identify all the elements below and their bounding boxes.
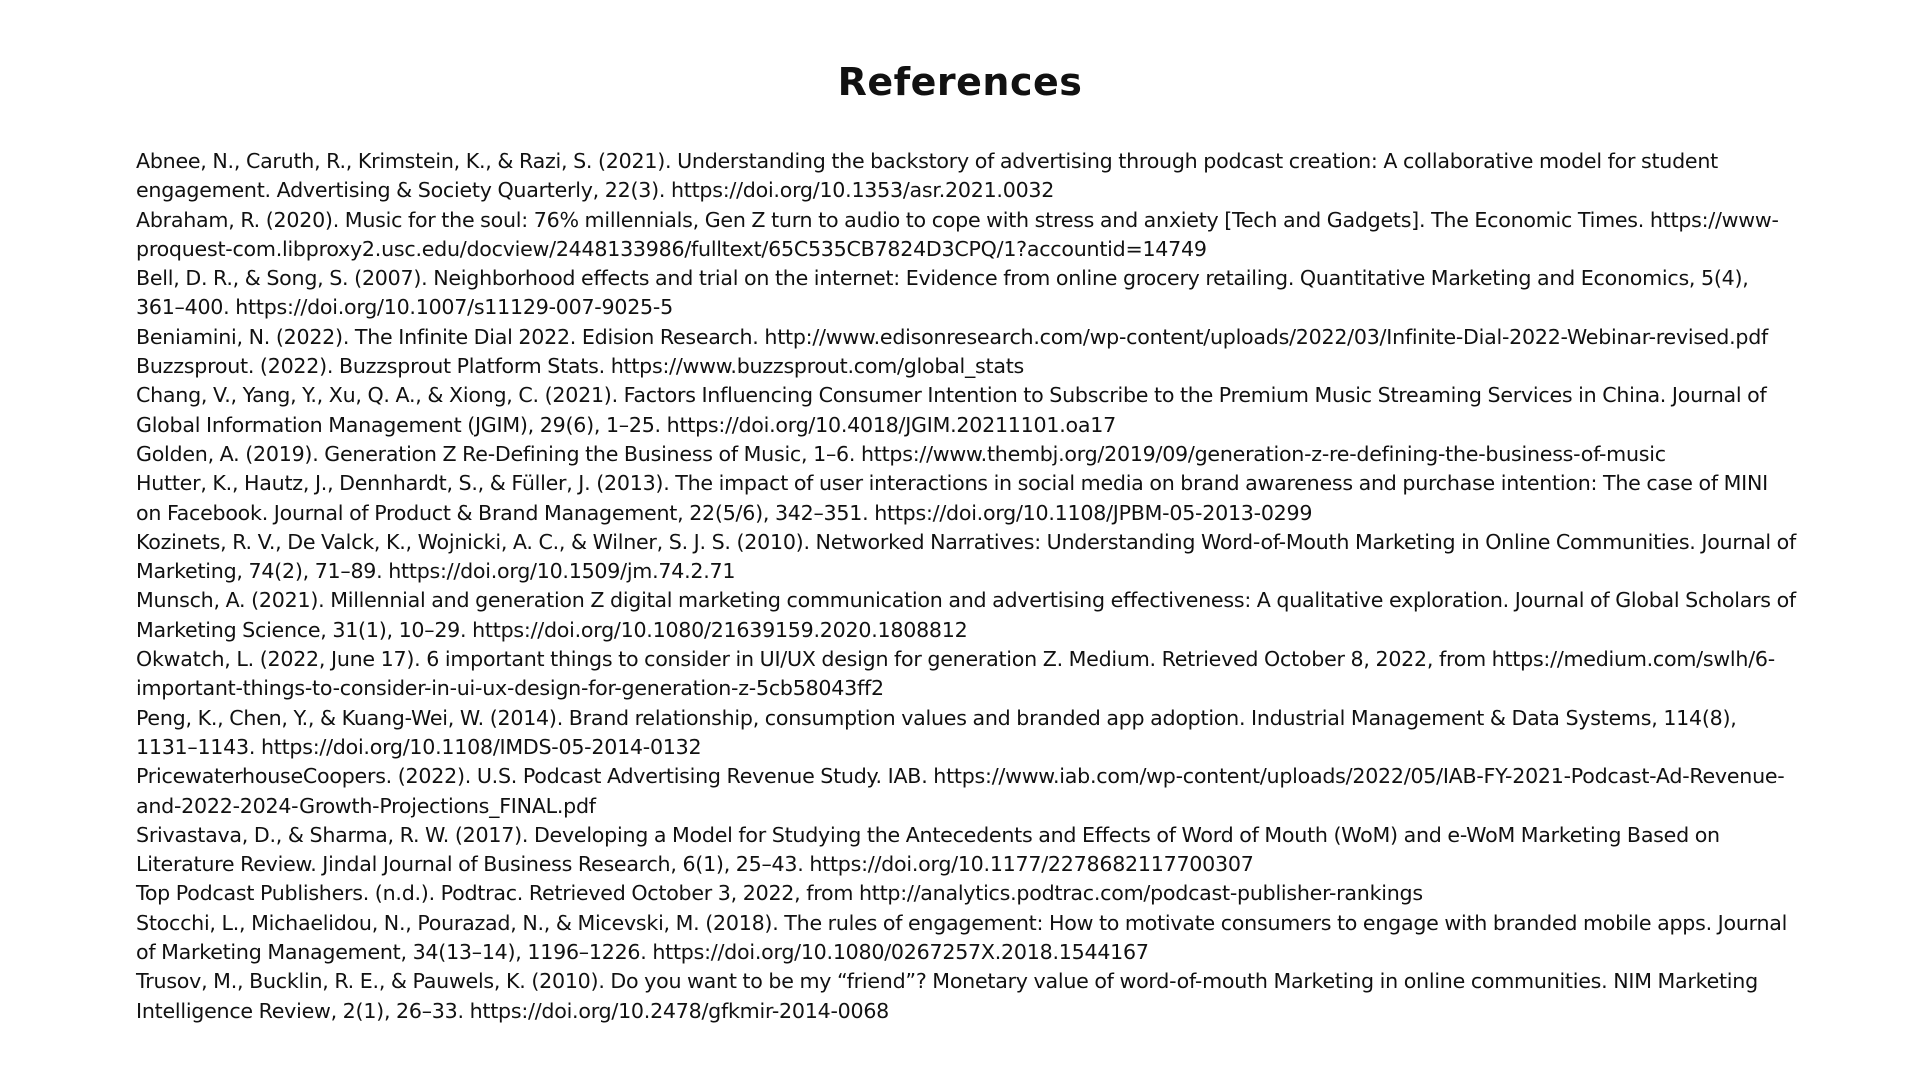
reference-item: Kozinets, R. V., De Valck, K., Wojnicki, A. C., & Wilner, S. J. S. (2010). Networked Narratives: Understanding Word-of-Mouth Marketing in Online Communities. Journal of Marketing, 74(2), 71–89. https://doi.org/10.1509/jm.74.2.71 [136, 529, 1797, 584]
reference-item: Trusov, M., Bucklin, R. E., & Pauwels, K. (2010). Do you want to be my “friend”? Monetary value of word-of-mouth Marketing in online communities. NIM Marketing Intelligence Review, 2(1), 26–33. https://doi.org/10.2478/gfkmir-2014-0068 [136, 969, 1758, 1023]
reference-item: Stocchi, L., Michaelidou, N., Pourazad, N., & Micevski, M. (2018). The rules of engagement: How to motivate consumers to engage with branded mobile apps. Journal of Marketing Management, 34(13–14), 1196–1226. https://doi.org/10.1080/0267257X.2018.1544167 [136, 910, 1788, 965]
reference-item: Beniamini, N. (2022). The Infinite Dial 2022. Edision Research. http://www.edisonresearch.com/wp-content/uploads/2022/03/Infinite-Dial-2022-Webinar-revised.pdf [136, 324, 1769, 349]
reference-item: Srivastava, D., & Sharma, R. W. (2017). Developing a Model for Studying the Antecedents and Effects of Word of Mouth (WoM) and e-WoM Marketing Based on Literature Review. Jindal Journal of Business Research, 6(1), 25–43. https://doi.org/10.1177/2278682117700307 [136, 822, 1720, 877]
reference-item: Abraham, R. (2020). Music for the soul: 76% millennials, Gen Z turn to audio to cope with stress and anxiety [Tech and Gadgets]. The Economic Times. https://www-proquest-com.libproxy2.usc.edu/docview/2448133986/fulltext/65C535CB7824D3CPQ/1?accountid=14749 [136, 207, 1779, 261]
reference-item: Bell, D. R., & Song, S. (2007). Neighborhood effects and trial on the internet: Evidence from online grocery retailing. Quantitative Marketing and Economics, 5(4), 361–400. https://doi.org/10.1007/s11129-007-9025-5 [136, 266, 1749, 320]
reference-item: Abnee, N., Caruth, R., Krimstein, K., & Razi, S. (2021). Understanding the backstory of advertising through podcast creation: A collaborative model for student engagement. Advertising & Society Quarterly, 22(3). https://doi.org/10.1353/asr.2021.0032 [136, 149, 1718, 203]
page-title: References [837, 60, 1083, 104]
reference-item: Peng, K., Chen, Y., & Kuang-Wei, W. (2014). Brand relationship, consumption values and branded app adoption. Industrial Management & Data Systems, 114(8), 1131–1143. https://doi.org/10.1108/IMDS-05-2014-0132 [136, 705, 1737, 759]
reference-item: Hutter, K., Hautz, J., Dennhardt, S., & Füller, J. (2013). The impact of user interactions in social media on brand awareness and purchase intention: The case of MINI on Facebook. Journal of Product & Brand Management, 22(5/6), 342–351. https://doi.org/10.1108/JPBM-05-2013-0299 [136, 471, 1768, 525]
reference-item: Munsch, A. (2021). Millennial and generation Z digital marketing communication and advertising effectiveness: A qualitative exploration. Journal of Global Scholars of Marketing Science, 31(1), 10–29. https://doi.org/10.1080/21639159.2020.1808812 [136, 588, 1796, 642]
reference-item: Top Podcast Publishers. (n.d.). Podtrac. Retrieved October 3, 2022, from http://analytics.podtrac.com/podcast-publisher-rankings [136, 881, 1423, 906]
reference-item: Golden, A. (2019). Generation Z Re-Defining the Business of Music, 1–6. https://www.thembj.org/2019/09/generation-z-re-defining-the-business-of-music [136, 441, 1666, 466]
reference-item: Okwatch, L. (2022, June 17). 6 important things to consider in UI/UX design for generation Z. Medium. Retrieved October 8, 2022, from https://medium.com/swlh/6-important-things-to-consider-in-ui-ux-design-for-generation-z-5cb58043ff2 [136, 647, 1775, 701]
reference-item: PricewaterhouseCoopers. (2022). U.S. Podcast Advertising Revenue Study. IAB. https://www.iab.com/wp-content/uploads/2022/05/IAB-FY-2021-Podcast-Ad-Revenue-and-2022-2024-Growth-Projections_FINAL.pdf [136, 764, 1785, 818]
reference-item: Buzzsprout. (2022). Buzzsprout Platform Stats. https://www.buzzsprout.com/global_stats [136, 354, 1025, 379]
reference-list [136, 147, 1796, 1026]
reference-item: Chang, V., Yang, Y., Xu, Q. A., & Xiong, C. (2021). Factors Influencing Consumer Intention to Subscribe to the Premium Music Streaming Services in China. Journal of Global Information Management (JGIM), 29(6), 1–25. https://doi.org/10.4018/JGIM.20211101.oa17 [136, 383, 1767, 437]
